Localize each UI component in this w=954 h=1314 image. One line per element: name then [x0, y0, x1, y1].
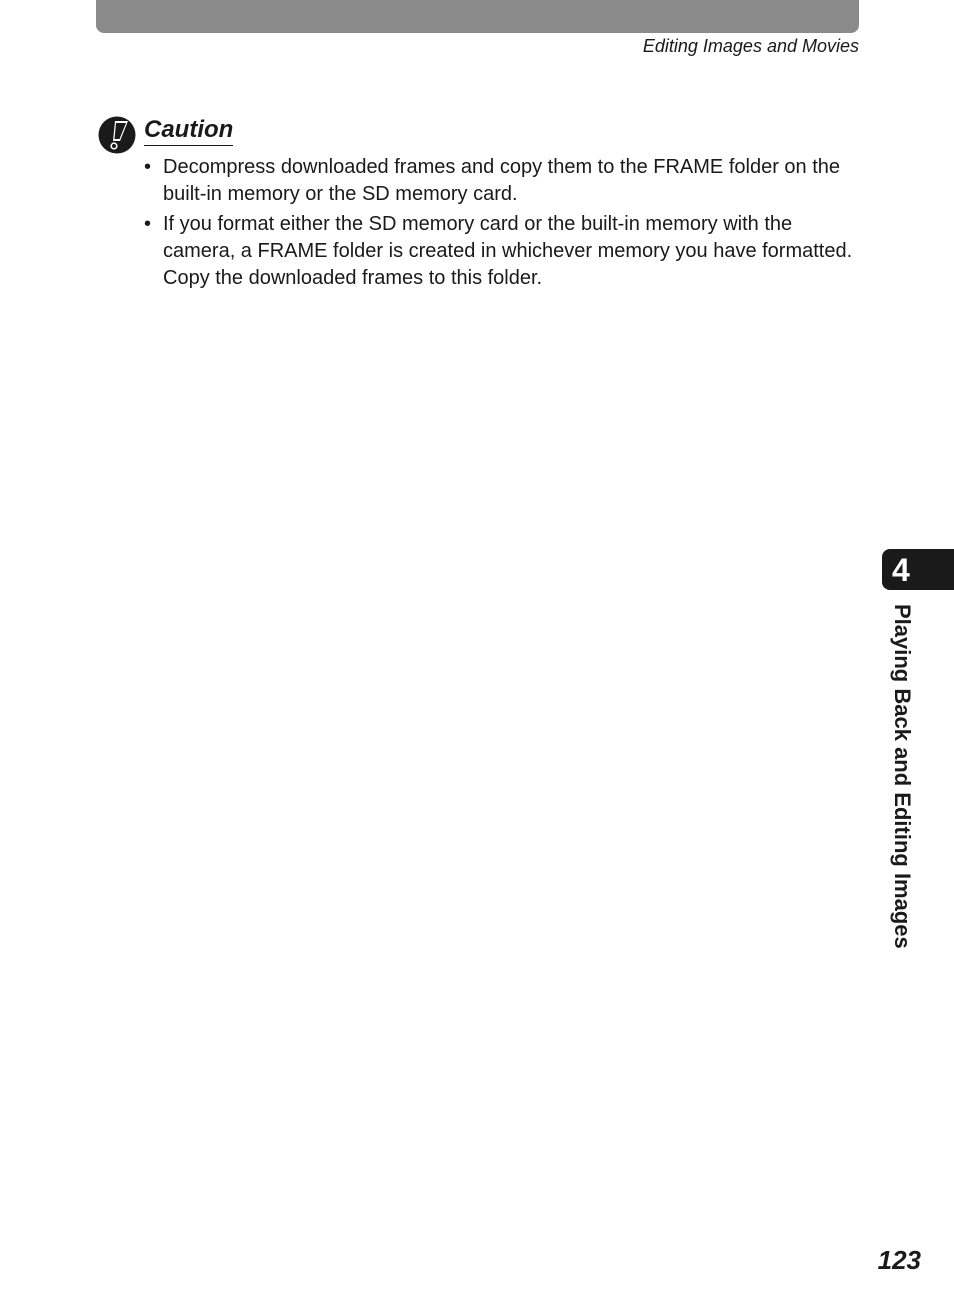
bullet-symbol: • — [144, 156, 152, 178]
list-item — [144, 211, 864, 292]
caution-heading: Caution — [144, 117, 233, 146]
chapter-tab — [882, 549, 954, 590]
running-head: Editing Images and Movies — [642, 36, 859, 56]
bullet-symbol: • — [144, 213, 152, 235]
list-item-text: Decompress downloaded frames and copy them to the FRAME folder on the built-in memory or the SD memory card. — [163, 156, 841, 205]
chapter-number: 4 — [892, 552, 910, 588]
page-number: 123 — [877, 1245, 921, 1275]
header-bar — [96, 0, 859, 33]
list-item — [144, 154, 864, 208]
list-item-text: If you format either the SD memory card or the built-in memory with the camera, a FRAME folder is created in whichever memory you have formatted. Copy the downloaded frames to this folder. — [163, 213, 853, 289]
caution-exclamation-icon — [98, 116, 136, 154]
caution-list — [144, 154, 864, 295]
chapter-side-title: Playing Back and Editing Images — [890, 604, 915, 949]
chapter-side-title-wrap — [882, 604, 926, 1004]
